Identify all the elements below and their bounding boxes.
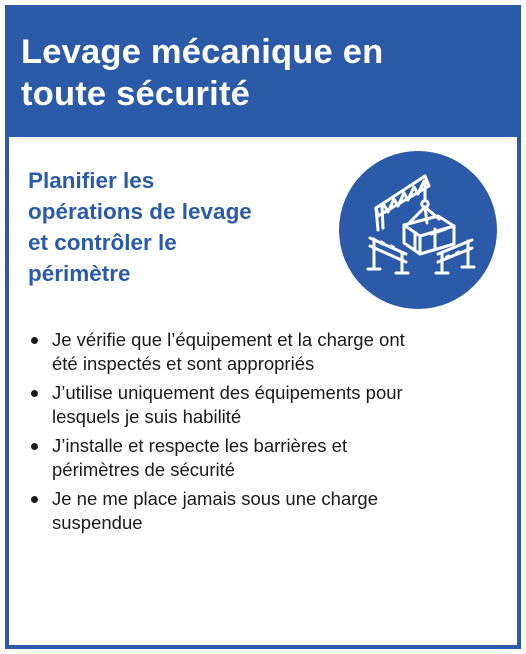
safety-rules-list <box>28 328 498 540</box>
bullet-3-line-1: J’installe et respecte les barrières et <box>52 435 348 456</box>
bullet-4-line-2: suspendue <box>52 512 143 533</box>
safety-card <box>5 5 521 649</box>
bullet-icon <box>31 443 38 450</box>
bullet-icon <box>31 390 38 397</box>
bullet-1-line-2: été inspectés et sont appropriés <box>52 353 315 374</box>
section-subtitle <box>28 165 328 289</box>
bullet-4-line-1: Je ne me place jamais sous une charge <box>52 488 378 509</box>
list-item <box>28 381 498 429</box>
list-item <box>28 434 498 482</box>
bullet-2-line-1: J’utilise uniquement des équipements pour <box>52 382 403 403</box>
subtitle-line-3: et contrôler le <box>28 230 177 255</box>
bullet-icon <box>31 496 38 503</box>
subtitle-line-4: périmètre <box>28 261 131 286</box>
crane-lifting-load-with-barriers-icon <box>338 150 498 310</box>
page-title <box>21 31 501 115</box>
list-item <box>28 487 498 535</box>
bullet-icon <box>31 337 38 344</box>
bullet-2-line-2: lesquels je suis habilité <box>52 406 242 427</box>
subtitle-line-1: Planifier les <box>28 168 155 193</box>
bullet-3-line-2: périmètres de sécurité <box>52 459 236 480</box>
subtitle-line-2: opérations de levage <box>28 199 252 224</box>
list-item <box>28 328 498 376</box>
title-line-2: toute sécurité <box>21 75 251 113</box>
card-header <box>9 9 517 137</box>
title-line-1: Levage mécanique en <box>21 33 384 71</box>
bullet-1-line-1: Je vérifie que l’équipement et la charge ont <box>52 329 405 350</box>
